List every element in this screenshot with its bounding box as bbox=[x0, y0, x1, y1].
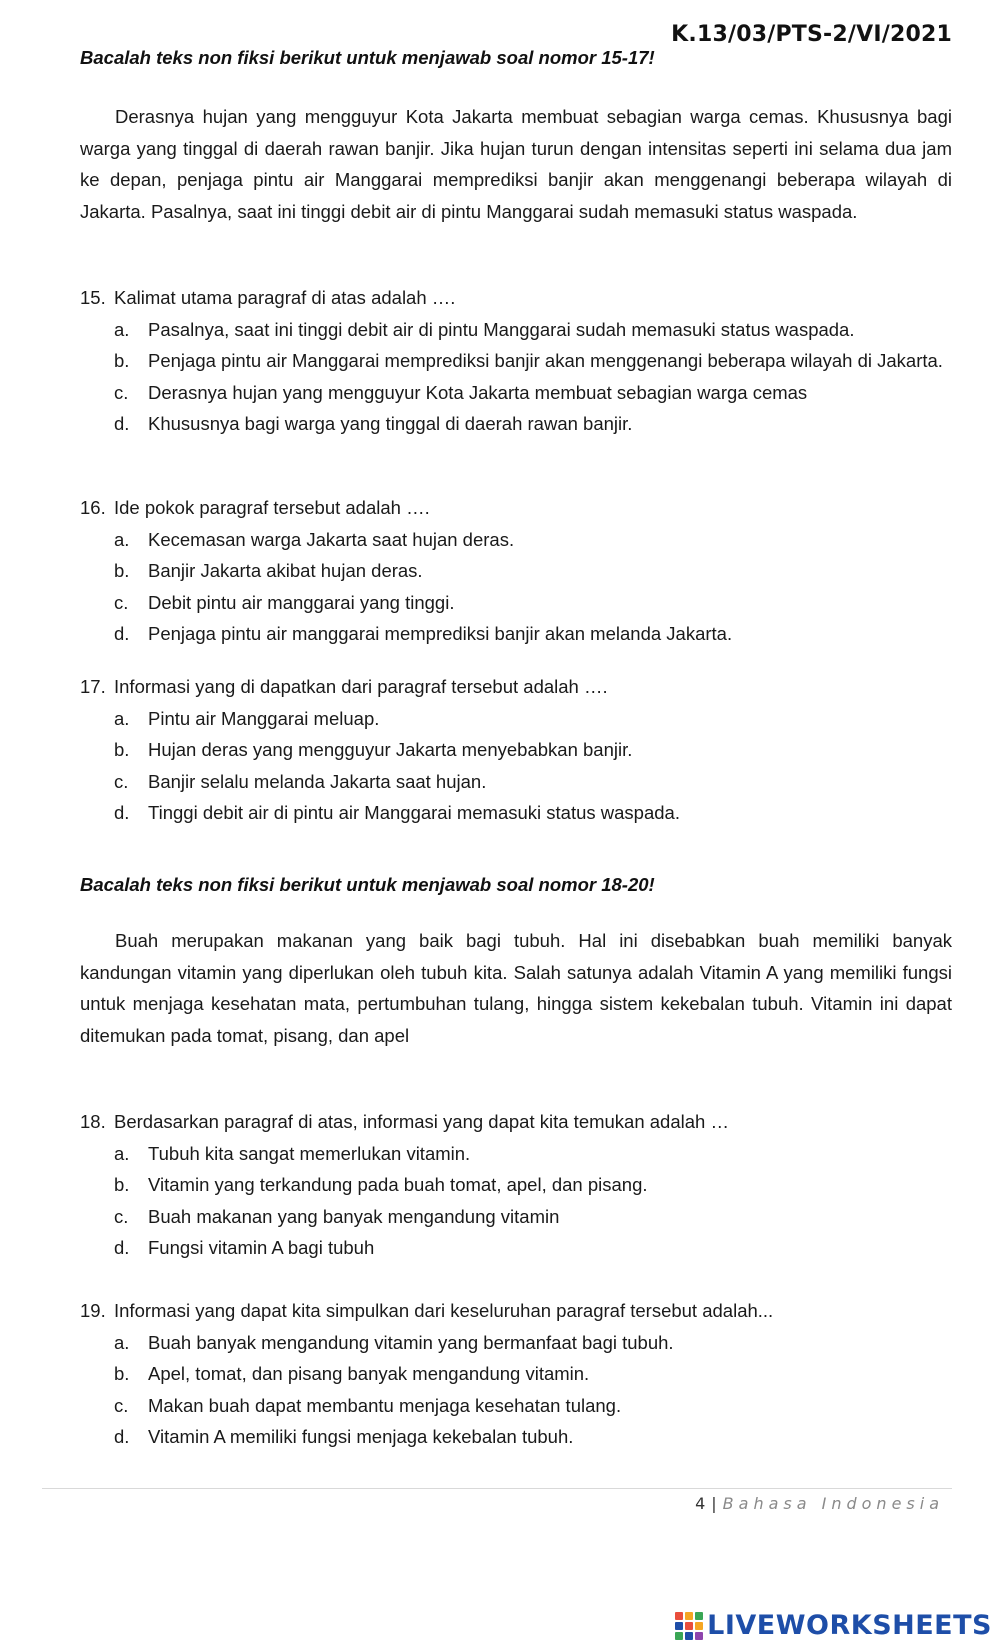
option-letter: d. bbox=[114, 1237, 130, 1258]
option-text: Penjaga pintu air Manggarai memprediksi banjir akan menggenangi beberapa wilayah di Jakarta. bbox=[148, 350, 943, 371]
option-b[interactable] bbox=[80, 734, 952, 766]
option-text: Tinggi debit air di pintu air Manggarai memasuki status waspada. bbox=[148, 802, 680, 823]
question-text: Informasi yang dapat kita simpulkan dari keseluruhan paragraf tersebut adalah... bbox=[114, 1300, 774, 1321]
option-b[interactable] bbox=[80, 345, 952, 377]
option-text: Pasalnya, saat ini tinggi debit air di pintu Manggarai sudah memasuki status waspada. bbox=[148, 318, 855, 340]
option-text: Banjir selalu melanda Jakarta saat hujan. bbox=[148, 770, 487, 792]
logo-square bbox=[695, 1622, 703, 1630]
question-text: Kalimat utama paragraf di atas adalah …. bbox=[114, 287, 456, 308]
document-code: K.13/03/PTS-2/VI/2021 bbox=[671, 22, 952, 47]
logo-square bbox=[675, 1632, 683, 1640]
option-letter: d. bbox=[114, 413, 130, 434]
option-a[interactable] bbox=[80, 1327, 952, 1359]
option-letter: a. bbox=[114, 1331, 130, 1353]
option-letter: b. bbox=[114, 1363, 130, 1384]
option-letter: d. bbox=[114, 623, 130, 644]
option-b[interactable] bbox=[80, 555, 952, 587]
option-text: Kecemasan warga Jakarta saat hujan deras. bbox=[148, 528, 515, 550]
logo-square bbox=[675, 1622, 683, 1630]
option-letter: a. bbox=[114, 318, 130, 340]
option-text: Vitamin yang terkandung pada buah tomat, apel, dan pisang. bbox=[148, 1174, 648, 1195]
question-19 bbox=[80, 1295, 952, 1453]
option-text: Pintu air Manggarai meluap. bbox=[148, 707, 380, 729]
option-letter: a. bbox=[114, 1142, 130, 1164]
option-text: Apel, tomat, dan pisang banyak mengandung vitamin. bbox=[148, 1363, 590, 1384]
option-letter: c. bbox=[114, 1205, 129, 1227]
option-text: Buah makanan yang banyak mengandung vitamin bbox=[148, 1205, 560, 1227]
option-text: Tubuh kita sangat memerlukan vitamin. bbox=[148, 1142, 471, 1164]
question-text: Informasi yang di dapatkan dari paragraf tersebut adalah …. bbox=[114, 676, 608, 697]
option-letter: c. bbox=[114, 1394, 129, 1416]
option-letter: c. bbox=[114, 591, 129, 613]
option-text: Derasnya hujan yang mengguyur Kota Jakarta membuat sebagian warga cemas bbox=[148, 381, 808, 403]
question-text: Berdasarkan paragraf di atas, informasi yang dapat kita temukan adalah … bbox=[114, 1111, 729, 1132]
logo-square bbox=[675, 1612, 683, 1620]
option-letter: b. bbox=[114, 560, 130, 581]
option-d[interactable] bbox=[80, 618, 952, 650]
option-letter: a. bbox=[114, 528, 130, 550]
liveworksheets-logo bbox=[675, 1610, 992, 1641]
option-text: Fungsi vitamin A bagi tubuh bbox=[148, 1237, 375, 1258]
question-16 bbox=[80, 492, 952, 650]
page-number: 4 bbox=[695, 1494, 706, 1513]
option-letter: c. bbox=[114, 770, 129, 792]
option-b[interactable] bbox=[80, 1169, 952, 1201]
question-text: Ide pokok paragraf tersebut adalah …. bbox=[114, 497, 430, 518]
option-text: Debit pintu air manggarai yang tinggi. bbox=[148, 591, 455, 613]
section2-paragraph: Buah merupakan makanan yang baik bagi tubuh. Hal ini disebabkan buah memiliki banyak kandungan vitamin yang diperlukan oleh tubuh kita. Salah satunya adalah Vitamin A yang memiliki fungsi untuk menjaga kesehatan mata, pertumbuhan tulang, hingga sistem kekebalan tubuh. Vitamin ini dapat ditemukan pada tomat, pisang, dan apel bbox=[80, 930, 952, 1046]
question-18 bbox=[80, 1106, 952, 1264]
option-letter: a. bbox=[114, 707, 130, 729]
question-number: 15. bbox=[80, 287, 106, 308]
option-letter: d. bbox=[114, 1426, 130, 1447]
option-letter: b. bbox=[114, 350, 130, 371]
question-number: 16. bbox=[80, 497, 106, 518]
section2-instruction: Bacalah teks non fiksi berikut untuk menjawab soal nomor 18-20! bbox=[80, 874, 655, 895]
logo-square bbox=[685, 1632, 693, 1640]
option-c[interactable] bbox=[80, 587, 952, 619]
option-text: Hujan deras yang mengguyur Jakarta menyebabkan banjir. bbox=[148, 739, 633, 760]
option-d[interactable] bbox=[80, 408, 952, 440]
option-c[interactable] bbox=[80, 377, 952, 409]
option-text: Banjir Jakarta akibat hujan deras. bbox=[148, 560, 423, 581]
option-letter: d. bbox=[114, 802, 130, 823]
option-b[interactable] bbox=[80, 1358, 952, 1390]
option-a[interactable] bbox=[80, 703, 952, 735]
option-letter: b. bbox=[114, 1174, 130, 1195]
question-17 bbox=[80, 671, 952, 829]
option-a[interactable] bbox=[80, 524, 952, 556]
page-footer bbox=[695, 1494, 944, 1513]
logo-square bbox=[685, 1622, 693, 1630]
question-number: 19. bbox=[80, 1300, 106, 1321]
option-letter: c. bbox=[114, 381, 129, 403]
option-c[interactable] bbox=[80, 1201, 952, 1233]
option-text: Penjaga pintu air manggarai memprediksi banjir akan melanda Jakarta. bbox=[148, 623, 733, 644]
option-text: Makan buah dapat membantu menjaga kesehatan tulang. bbox=[148, 1394, 622, 1416]
question-number: 17. bbox=[80, 676, 106, 697]
option-d[interactable] bbox=[80, 1421, 952, 1453]
option-a[interactable] bbox=[80, 314, 952, 346]
logo-square bbox=[695, 1632, 703, 1640]
option-d[interactable] bbox=[80, 1232, 952, 1264]
option-c[interactable] bbox=[80, 1390, 952, 1422]
option-text: Khususnya bagi warga yang tinggal di daerah rawan banjir. bbox=[148, 413, 633, 434]
option-text: Buah banyak mengandung vitamin yang bermanfaat bagi tubuh. bbox=[148, 1331, 674, 1353]
option-letter: b. bbox=[114, 739, 130, 760]
brand-name: LIVEWORKSHEETS bbox=[707, 1610, 992, 1641]
logo-grid-icon bbox=[675, 1612, 703, 1640]
option-d[interactable] bbox=[80, 797, 952, 829]
logo-square bbox=[685, 1612, 693, 1620]
logo-square bbox=[695, 1612, 703, 1620]
footer-divider bbox=[42, 1488, 952, 1489]
option-a[interactable] bbox=[80, 1138, 952, 1170]
question-number: 18. bbox=[80, 1111, 106, 1132]
question-15 bbox=[80, 282, 952, 440]
section1-instruction: Bacalah teks non fiksi berikut untuk menjawab soal nomor 15-17! bbox=[80, 47, 655, 68]
option-c[interactable] bbox=[80, 766, 952, 798]
section1-paragraph: Derasnya hujan yang mengguyur Kota Jakarta membuat sebagian warga cemas. Khususnya bagi warga yang tinggal di daerah rawan banjir. Jika hujan turun dengan intensitas seperti ini selama dua jam ke depan, penjaga pintu air Manggarai memprediksi banjir akan menggenangi beberapa wilayah di Jakarta. Pasalnya, saat ini tinggi debit air di pintu Manggarai sudah memasuki status waspada. bbox=[80, 106, 952, 222]
option-text: Vitamin A memiliki fungsi menjaga kekebalan tubuh. bbox=[148, 1426, 574, 1447]
subject-name: Bahasa Indonesia bbox=[722, 1494, 944, 1513]
footer-separator: | bbox=[711, 1494, 717, 1513]
